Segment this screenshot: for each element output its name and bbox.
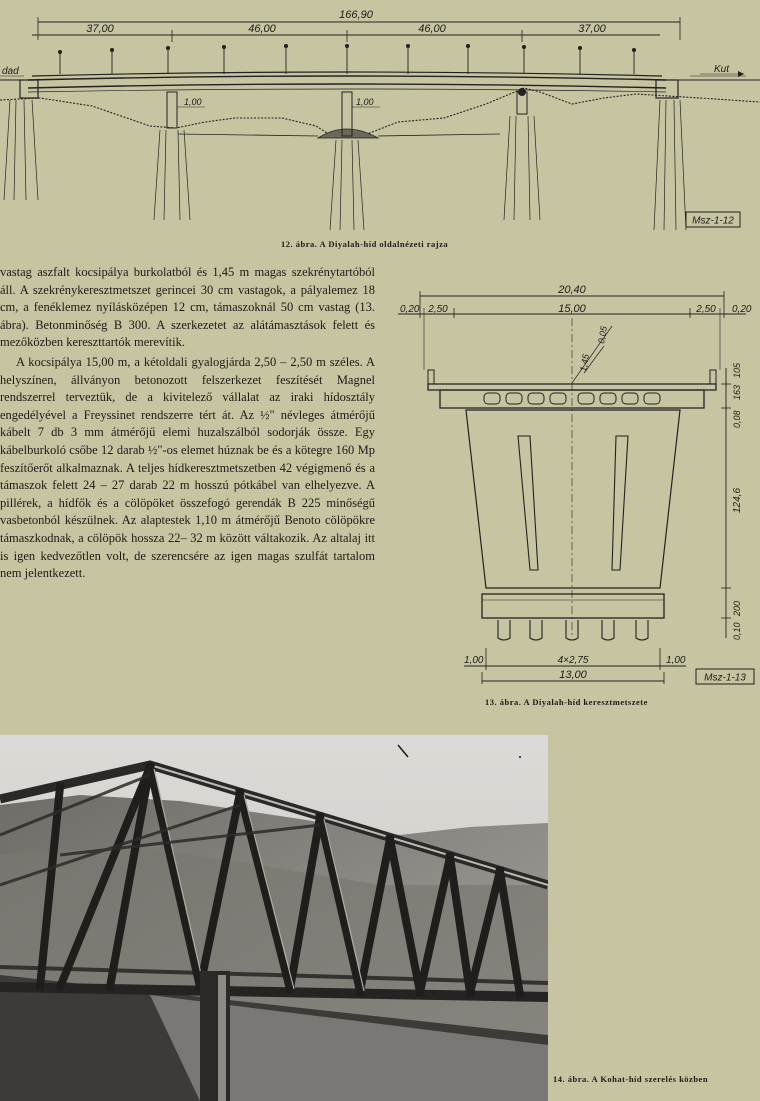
fig13-dim-r4: 124,6 bbox=[732, 487, 743, 513]
fig13-roadway: 15,00 bbox=[558, 303, 586, 315]
fig13-base-width: 13,00 bbox=[559, 669, 587, 681]
fig13-slope-2: 1,45 bbox=[578, 353, 592, 373]
fig13-edge-right: 0,20 bbox=[732, 304, 752, 315]
fig14-caption: 14. ábra. A Kohat-híd szerelés közben bbox=[553, 1074, 709, 1084]
paragraph-1: vastag aszfalt kocsipálya burkolatból és 1,45 m magas szekrénytartóból áll. A szekrénykeresztmetszet gerincei 30 cm vastagok, a pályalemez 18 cm, a fenéklemez nyílásközépen 12 cm, támaszoknál 50 cm vastag (13. ábra). Betonminőség B 300. A szerkezetet az alátámasztások felett és mezőközben kereszttartók merevítik. bbox=[0, 265, 375, 350]
fig12-span-2: 46,00 bbox=[248, 23, 276, 35]
fig13-slope-1: 0,05 bbox=[596, 325, 610, 345]
paragraph-2: A kocsipálya 15,00 m, a kétoldali gyalogjárda 2,50 – 2,50 m széles. A helyszínen, állványon betonozott felszerkezet feszítését Magnel rendszerrel terveztük, de a kivitelező vállalat az iraki hídosztály engedélyével a Freyssinet rendszerre tért át. Az ½" névleges átmérőjű kábelt 7 db 3 mm átmérőjű elemi huzalszálból sodorják össze. Egy kábelburkoló csőbe 12 darab ½"-os elemet húznak be és a kötegre 160 Mp feszítőerőt alkalmaznak. A teljes hídkeresztmetszetben 42 végigmenő és a támaszok felett 24 – 27 darab 22 m hosszú pótkábel van elhelyezve. A pillérek, a hídfők és a cölöpöket összefogó gerendák B 225 minőségű vasbetonból készülnek. Az alaptestek 1,10 m átmérőjű Benoto cölöpökre támaszkodnak, a cölöpök hossza 22– 32 m között váltakozik. Az altalaj itt is igen kedvezőtlen volt, de szerencsére az igen magas szulfát tartalom nem jelentkezett. bbox=[0, 354, 375, 581]
fig13-dim-r2: 163 bbox=[732, 384, 742, 400]
fig13-dim-r5: 0,10 bbox=[732, 622, 742, 640]
fig12-caption: 12. ábra. A Diyalah-híd oldalnézeti rajza bbox=[281, 239, 449, 249]
fig13-dim-r3: 105 bbox=[732, 362, 742, 378]
fig12-pier-dim-1: 1,00 bbox=[184, 97, 202, 107]
fig12-total-length: 166,90 bbox=[339, 9, 373, 21]
fig13-bottom-right: 1,00 bbox=[666, 655, 686, 666]
fig12-span-4: 37,00 bbox=[578, 23, 606, 35]
fig13-walk-left: 2,50 bbox=[428, 304, 448, 315]
article-body bbox=[0, 264, 375, 583]
fig13-drawing-code: Msz-1-13 bbox=[704, 672, 746, 684]
fig14-photo bbox=[0, 735, 548, 1101]
fig12-drawing bbox=[0, 0, 760, 235]
fig13-dim-r1: 0,08 bbox=[732, 410, 742, 428]
fig13-walk-right: 2,50 bbox=[696, 304, 716, 315]
truss-photo-illustration bbox=[0, 735, 548, 1101]
fig12-span-1: 37,00 bbox=[86, 23, 114, 35]
fig13-dim-r6: 200 bbox=[732, 600, 742, 616]
fig12-span-3: 46,00 bbox=[418, 23, 446, 35]
fig12-drawing-code: Msz-1-12 bbox=[692, 215, 734, 227]
fig12-pier-dim-2: 1,00 bbox=[356, 97, 374, 107]
fig13-drawing bbox=[390, 278, 760, 700]
fig12-left-label: dad bbox=[2, 66, 19, 77]
fig13-total-width: 20,40 bbox=[558, 284, 586, 296]
fig13-caption: 13. ábra. A Diyalah-híd keresztmetszete bbox=[485, 697, 648, 707]
fig12-right-label: Kut bbox=[714, 64, 730, 75]
fig13-bottom-left: 1,00 bbox=[464, 655, 484, 666]
fig13-pile-spacing: 4×2,75 bbox=[557, 655, 589, 666]
fig13-edge-left: 0,20 bbox=[400, 304, 420, 315]
